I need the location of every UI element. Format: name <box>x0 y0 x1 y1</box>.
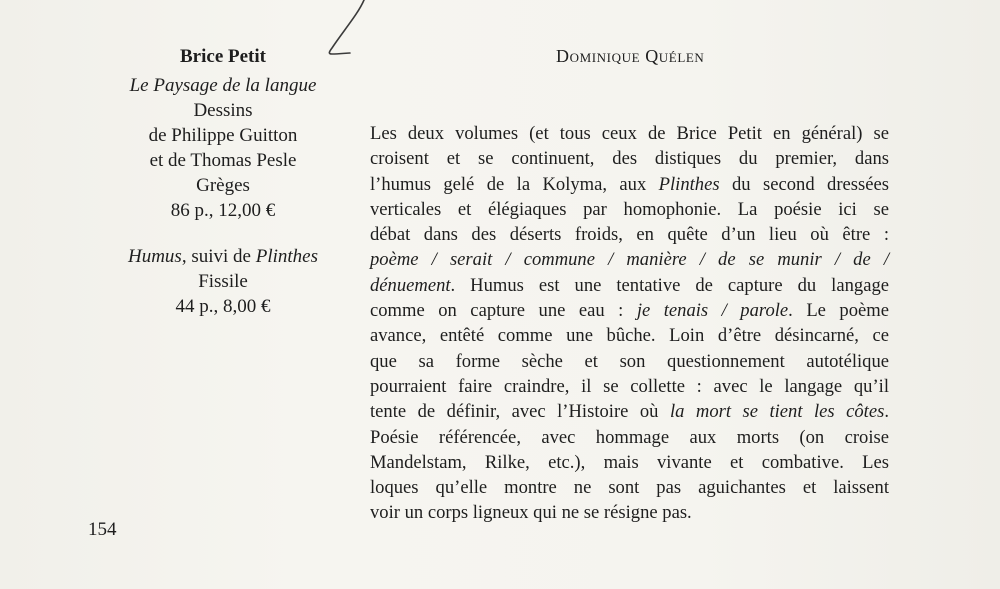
review-line <box>370 399 889 424</box>
book-title: Le Paysage de la langue <box>129 75 317 96</box>
show-through-text <box>228 14 233 35</box>
review-line <box>370 425 889 450</box>
review-line <box>370 273 889 298</box>
text-run: Poésie référencée, avec hommage aux morts (on croise <box>370 426 889 448</box>
text-run: Les deux volumes (et tous ceux de Brice Petit en général) se <box>370 123 889 144</box>
review-line <box>370 197 889 222</box>
book-title: Humus, suivi de Plinthes <box>127 246 318 267</box>
book-publisher: Grèges <box>196 175 250 196</box>
book-references <box>78 44 368 340</box>
book-reference-1 <box>78 44 368 223</box>
text-run: comme on capture une eau : <box>370 300 637 322</box>
review-text <box>370 121 889 526</box>
book-detail: Dessins <box>193 100 253 121</box>
text-run: verticales et élégiaques par homophonie. La poésie ici se <box>370 198 889 220</box>
italic-phrase: dénuement <box>370 274 451 296</box>
text-run: tente de définir, avec l’Histoire où <box>370 401 670 423</box>
text-run: du second dressées <box>719 173 889 195</box>
text-run: débat dans des déserts froids, en quête d’un lieu où être : <box>370 224 889 246</box>
text-run: pourraient faire craindre, il se collette : avec le langage qu’il <box>370 375 889 397</box>
review-line <box>370 172 889 197</box>
book-detail: de Philippe Guitton <box>148 125 298 146</box>
italic-phrase: Plinthes <box>658 173 720 195</box>
review-line <box>370 450 889 475</box>
book-author: Brice Petit <box>180 46 266 67</box>
book-price: 86 p., 12,00 € <box>170 200 276 221</box>
text-run: l’humus gelé de la Kolyma, aux <box>370 173 659 195</box>
text-run: Mandelstam, Rilke, etc.), mais vivante et combative. Les <box>370 451 889 473</box>
text-run: loques qu’elle montre ne sont pas aguichantes et laissent <box>370 477 889 499</box>
review-line <box>370 222 889 247</box>
text-run: avance, entêté comme une bûche. Loin d’être désincarné, ce <box>370 325 889 347</box>
italic-phrase: je tenais / parole <box>636 300 789 322</box>
text-run: que sa forme sèche et son questionnement autotélique <box>370 350 889 372</box>
italic-phrase: poème / serait / commune / manière / de se munir / de / <box>370 249 889 271</box>
page-number: 154 <box>88 519 117 540</box>
text-run: croisent et se continuent, des distiques du premier, dans <box>370 148 889 170</box>
text-run: . Le poème <box>788 300 889 322</box>
review-line <box>370 349 889 374</box>
book-detail: et de Thomas Pesle <box>149 150 297 171</box>
review-line <box>370 500 889 525</box>
text-run: . Humus est une tentative de capture du langage <box>450 274 889 296</box>
book-reference-2 <box>78 244 368 319</box>
review-line <box>370 374 889 399</box>
book-price: 44 p., 8,00 € <box>175 296 271 317</box>
review-line <box>370 298 889 323</box>
italic-phrase: la mort se tient les côtes <box>669 401 885 423</box>
text-run: . <box>884 401 889 423</box>
text-run: voir un corps ligneux qui ne se résigne pas. <box>370 502 692 524</box>
review-line <box>370 121 889 146</box>
review-line <box>370 475 889 500</box>
review-line <box>370 146 889 171</box>
review-line <box>370 247 889 272</box>
review-line <box>370 323 889 348</box>
book-publisher: Fissile <box>198 271 248 292</box>
review-author: Dominique Quélen <box>556 46 705 66</box>
